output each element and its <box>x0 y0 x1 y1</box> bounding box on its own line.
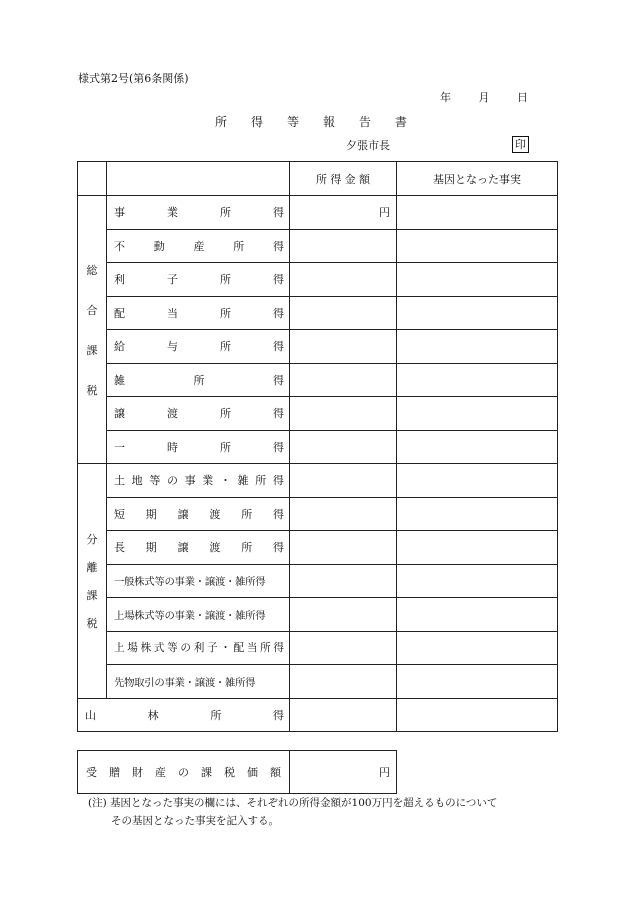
fact-cell[interactable] <box>397 531 558 565</box>
item-char: 得 <box>273 373 284 387</box>
date-year: 年 <box>440 91 451 104</box>
item-char: 得 <box>272 541 284 555</box>
title-char: 等 <box>286 115 299 129</box>
item-char: 配 <box>114 306 125 320</box>
item-char: 得 <box>273 273 284 287</box>
table-row <box>78 229 558 263</box>
title-char: 得 <box>250 115 263 129</box>
amount-cell[interactable] <box>290 531 397 565</box>
item-char: 与 <box>167 340 178 354</box>
item-char: 子 <box>167 273 178 287</box>
table-header-row <box>78 162 558 196</box>
fact-cell[interactable] <box>397 397 558 431</box>
item-char: 得 <box>273 340 284 354</box>
table-row <box>78 330 558 364</box>
table-row <box>78 698 558 732</box>
fact-cell[interactable] <box>397 196 558 230</box>
date-day: 日 <box>517 91 528 104</box>
item-char: 土 <box>114 474 125 488</box>
item-char: 譲 <box>177 507 189 521</box>
item-char: 受 <box>86 766 97 779</box>
item-char: の <box>166 474 178 488</box>
item-label <box>107 296 290 330</box>
item-char: 得 <box>272 507 284 521</box>
income-table <box>77 161 558 732</box>
fact-cell[interactable] <box>397 698 558 732</box>
header-char: 得 <box>330 172 342 186</box>
item-char: 配 <box>233 642 245 655</box>
item-char: 利 <box>114 273 125 287</box>
item-char: の <box>178 766 189 779</box>
item-char: 地 <box>131 474 143 488</box>
date-month: 月 <box>478 91 490 104</box>
item-char: 渡 <box>209 541 221 555</box>
table-row <box>78 397 558 431</box>
item-char: 譲 <box>114 407 125 421</box>
amount-cell[interactable] <box>290 464 397 498</box>
item-char: 渡 <box>209 507 221 521</box>
amount-cell[interactable] <box>290 263 397 297</box>
item-char: 所 <box>220 407 231 421</box>
item-char: 事 <box>184 474 196 488</box>
fact-cell[interactable] <box>397 497 558 531</box>
amount-cell[interactable] <box>290 598 397 632</box>
item-label: 上場株式等の事業・譲渡・雑所得 <box>107 598 290 632</box>
header-char: 所 <box>316 172 327 186</box>
item-char: 所 <box>255 474 267 488</box>
table-row <box>78 363 558 397</box>
item-char: 業 <box>167 206 178 220</box>
item-char: 業 <box>202 474 214 488</box>
item-char: 給 <box>114 340 125 354</box>
amount-cell[interactable] <box>290 497 397 531</box>
header-char: 額 <box>358 172 370 186</box>
item-char: 産 <box>155 766 166 779</box>
header-fact-cell: 基因となった事実 <box>397 162 558 196</box>
item-label <box>107 464 290 498</box>
amount-cell[interactable] <box>290 665 397 699</box>
header-empty-cell <box>107 162 290 196</box>
fact-cell[interactable] <box>397 229 558 263</box>
item-char: 等 <box>167 642 178 655</box>
table-row <box>78 296 558 330</box>
table-row <box>78 196 558 230</box>
group-char: 離 <box>86 560 98 574</box>
header-empty-cell <box>78 162 107 196</box>
item-char: 当 <box>167 306 178 320</box>
item-char: 株 <box>140 642 152 655</box>
item-char: 当 <box>246 642 258 655</box>
group-char: 分 <box>86 532 98 546</box>
item-char: 所 <box>260 642 271 655</box>
amount-cell[interactable] <box>290 564 397 598</box>
item-char: 得 <box>273 440 284 454</box>
table-row <box>78 665 558 699</box>
document-title <box>215 113 407 130</box>
group-char: 総 <box>86 263 98 277</box>
gift-amount-cell[interactable]: 円 <box>290 751 397 794</box>
seal-box: 印 <box>512 136 529 153</box>
item-char: 所 <box>220 206 231 220</box>
item-label <box>107 229 290 263</box>
item-char: 所 <box>220 340 231 354</box>
title-char: 書 <box>394 115 407 129</box>
fact-cell[interactable] <box>397 330 558 364</box>
item-char: 得 <box>273 239 284 253</box>
header-amount-label <box>290 171 396 187</box>
amount-cell[interactable] <box>290 363 397 397</box>
item-char: 贈 <box>109 766 120 779</box>
table-row <box>78 497 558 531</box>
item-char: 所 <box>210 708 222 722</box>
fact-cell[interactable] <box>397 564 558 598</box>
item-char: 課 <box>201 766 212 779</box>
table-row <box>78 531 558 565</box>
amount-cell[interactable] <box>290 397 397 431</box>
item-char: 所 <box>220 273 231 287</box>
item-label <box>107 631 290 665</box>
item-char: 式 <box>153 642 165 655</box>
item-char: 財 <box>132 766 143 779</box>
item-char: 所 <box>241 507 253 521</box>
note-line-1: (注) 基因となった事実の欄には、それぞれの所得金額が100万円を超えるものについて <box>88 797 498 809</box>
item-char: 場 <box>127 642 138 655</box>
item-label: 先物取引の事業・譲渡・雑所得 <box>107 665 290 699</box>
table-row <box>78 564 558 598</box>
group-char: 税 <box>86 383 98 397</box>
gift-tax-table <box>77 750 397 794</box>
item-char: 一 <box>114 440 125 454</box>
item-char: 雑 <box>237 474 249 488</box>
amount-cell[interactable] <box>290 430 397 464</box>
fact-cell[interactable] <box>397 464 558 498</box>
fact-cell[interactable] <box>397 430 558 464</box>
fact-cell[interactable] <box>397 665 558 699</box>
table-row <box>78 263 558 297</box>
item-char: 譲 <box>177 541 189 555</box>
amount-cell[interactable] <box>290 631 397 665</box>
item-char: 得 <box>272 708 284 722</box>
amount-cell[interactable] <box>290 296 397 330</box>
table-row <box>78 430 558 464</box>
group-char: 税 <box>86 616 98 630</box>
item-char: 期 <box>145 541 157 555</box>
item-char: 得 <box>273 306 284 320</box>
group-char: 課 <box>86 343 98 357</box>
group-char: 課 <box>86 588 98 602</box>
item-char: の <box>180 642 191 655</box>
item-label <box>107 430 290 464</box>
table-row <box>78 631 558 665</box>
item-char: 等 <box>149 474 161 488</box>
title-char: 所 <box>215 115 228 129</box>
table-row <box>78 751 397 794</box>
group-char: 合 <box>86 303 98 317</box>
item-char: ・ <box>219 474 231 488</box>
header-char: 金 <box>344 172 356 186</box>
group-label-separate <box>78 464 107 699</box>
item-char: 得 <box>273 407 284 421</box>
fact-cell[interactable] <box>397 363 558 397</box>
amount-cell[interactable] <box>290 698 397 732</box>
group-label-comprehensive <box>78 196 107 464</box>
item-char: 渡 <box>167 407 178 421</box>
item-char: 所 <box>193 373 205 387</box>
item-char: 不 <box>114 239 125 253</box>
item-label <box>107 531 290 565</box>
fact-cell[interactable] <box>397 631 558 665</box>
addressee: 夕張市長 <box>346 139 390 152</box>
note-line-2: その基因となった事実を記入する。 <box>111 815 279 827</box>
amount-cell[interactable]: 円 <box>290 196 397 230</box>
item-char: 産 <box>193 239 205 253</box>
item-char: 事 <box>114 206 125 220</box>
item-char: 時 <box>167 440 178 454</box>
fact-cell[interactable] <box>397 598 558 632</box>
item-char: 税 <box>224 766 235 779</box>
item-char: 利 <box>193 642 205 655</box>
item-label: 一般株式等の事業・譲渡・雑所得 <box>107 564 290 598</box>
item-char: 短 <box>114 507 125 521</box>
item-char: 所 <box>233 239 245 253</box>
amount-cell[interactable] <box>290 330 397 364</box>
item-label <box>107 397 290 431</box>
item-char: 長 <box>114 541 125 555</box>
item-label <box>107 196 290 230</box>
item-char: 子 <box>206 642 218 655</box>
item-char: ・ <box>220 642 231 655</box>
item-char: 上 <box>114 642 125 655</box>
item-char: 山 <box>85 708 96 722</box>
item-char: 所 <box>220 306 231 320</box>
amount-cell[interactable] <box>290 229 397 263</box>
item-label <box>107 330 290 364</box>
title-char: 告 <box>358 115 371 129</box>
title-char: 報 <box>322 115 335 129</box>
item-label <box>107 263 290 297</box>
item-char: 得 <box>272 474 284 488</box>
form-number: 様式第2号(第6条関係) <box>78 72 189 85</box>
item-char: 額 <box>270 766 281 779</box>
item-char: 所 <box>220 440 231 454</box>
date-line <box>440 89 528 105</box>
header-amount-cell <box>290 162 397 196</box>
item-char: 所 <box>241 541 253 555</box>
item-label-forest <box>78 698 290 732</box>
gift-label <box>78 751 290 794</box>
table-row <box>78 598 558 632</box>
item-char: 得 <box>273 642 284 655</box>
item-char: 価 <box>247 766 258 779</box>
table-row <box>78 464 558 498</box>
fact-cell[interactable] <box>397 263 558 297</box>
item-char: 林 <box>147 708 159 722</box>
item-char: 期 <box>145 507 157 521</box>
item-char: 得 <box>273 206 284 220</box>
fact-cell[interactable] <box>397 296 558 330</box>
item-char: 雑 <box>114 373 125 387</box>
item-label <box>107 497 290 531</box>
item-char: 動 <box>153 239 165 253</box>
item-label <box>107 363 290 397</box>
